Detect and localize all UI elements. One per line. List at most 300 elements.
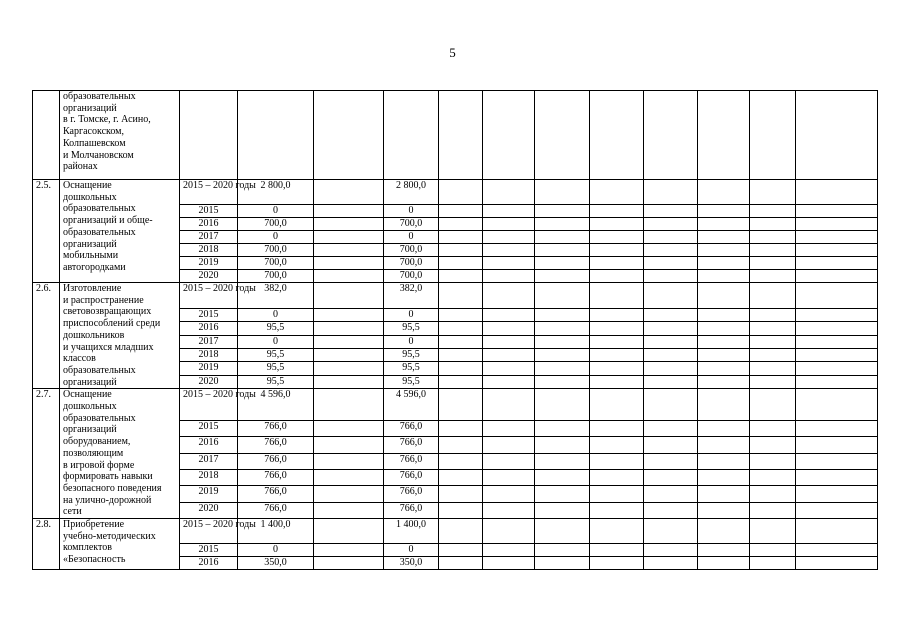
empty-cell <box>483 283 535 309</box>
empty-cell <box>590 205 644 218</box>
year-cell: 2015 <box>180 205 238 218</box>
empty-cell <box>439 91 483 180</box>
empty-cell <box>644 389 698 420</box>
description-line: классов <box>63 353 96 365</box>
federal-cell: 766,0 <box>384 502 439 518</box>
empty-cell <box>750 544 796 557</box>
federal-cell: 700,0 <box>384 270 439 283</box>
description-line: в игровой форме <box>63 459 135 471</box>
description-line: автогородками <box>63 261 126 273</box>
description-line: «Безопасность <box>63 554 126 566</box>
description-line: организаций <box>63 238 117 250</box>
empty-cell <box>590 502 644 518</box>
year-cell: 2015 <box>180 420 238 436</box>
empty-cell <box>590 244 644 257</box>
empty-cell <box>796 283 878 309</box>
empty-cell <box>535 205 590 218</box>
federal-cell: 95,5 <box>384 322 439 335</box>
row-number-cell: 2.5. <box>33 180 60 283</box>
empty-cell <box>796 335 878 348</box>
table-row <box>33 389 878 420</box>
empty-cell <box>483 469 535 485</box>
table-row <box>33 519 878 544</box>
empty-cell <box>535 270 590 283</box>
empty-cell <box>590 389 644 420</box>
empty-cell <box>796 180 878 205</box>
empty-cell <box>535 362 590 375</box>
empty-cell <box>698 322 750 335</box>
empty-cell <box>314 453 384 469</box>
year-cell: 2015 – 2020 годы <box>180 389 238 420</box>
empty-cell <box>796 519 878 544</box>
empty-cell <box>698 519 750 544</box>
empty-cell <box>796 257 878 270</box>
empty-cell <box>314 205 384 218</box>
federal-cell: 2 800,0 <box>384 180 439 205</box>
empty-cell <box>644 349 698 362</box>
empty-cell <box>796 469 878 485</box>
empty-cell <box>698 349 750 362</box>
empty-cell <box>439 437 483 453</box>
federal-cell: 0 <box>384 544 439 557</box>
empty-cell <box>698 308 750 321</box>
description-cell <box>60 389 180 519</box>
empty-cell <box>535 231 590 244</box>
empty-cell <box>483 544 535 557</box>
empty-cell <box>698 231 750 244</box>
total-cell: 766,0 <box>238 469 314 485</box>
empty-cell <box>314 180 384 205</box>
empty-cell <box>439 544 483 557</box>
empty-cell <box>314 91 384 180</box>
empty-cell <box>644 375 698 389</box>
federal-cell: 350,0 <box>384 557 439 570</box>
empty-cell <box>439 205 483 218</box>
empty-cell <box>796 349 878 362</box>
empty-cell <box>750 375 796 389</box>
empty-cell <box>644 270 698 283</box>
description-line: Колпашевском <box>63 137 126 149</box>
total-cell: 766,0 <box>238 420 314 436</box>
empty-cell <box>698 486 750 502</box>
empty-cell <box>314 420 384 436</box>
federal-cell: 0 <box>384 231 439 244</box>
empty-cell <box>314 502 384 518</box>
empty-cell <box>535 91 590 180</box>
year-cell: 2016 <box>180 437 238 453</box>
total-cell: 766,0 <box>238 437 314 453</box>
empty-cell <box>750 270 796 283</box>
empty-cell <box>314 362 384 375</box>
empty-cell <box>483 349 535 362</box>
federal-cell: 95,5 <box>384 349 439 362</box>
empty-cell <box>796 322 878 335</box>
empty-cell <box>644 244 698 257</box>
empty-cell <box>644 437 698 453</box>
total-cell: 2 800,0 <box>238 180 314 205</box>
federal-cell: 0 <box>384 205 439 218</box>
empty-cell <box>314 389 384 420</box>
empty-cell <box>750 437 796 453</box>
row-number-cell: 2.8. <box>33 519 60 570</box>
year-cell: 2020 <box>180 375 238 389</box>
empty-cell <box>439 420 483 436</box>
empty-cell <box>644 205 698 218</box>
empty-cell <box>535 283 590 309</box>
empty-cell <box>698 389 750 420</box>
empty-cell <box>439 389 483 420</box>
empty-cell <box>644 544 698 557</box>
description-line: дошкольных <box>63 191 117 203</box>
empty-cell <box>796 502 878 518</box>
continuation-row <box>33 91 878 180</box>
empty-cell <box>314 375 384 389</box>
empty-cell <box>750 205 796 218</box>
total-cell: 95,5 <box>238 322 314 335</box>
empty-cell <box>590 308 644 321</box>
description-line: образовательных <box>63 203 136 215</box>
total-cell: 1 400,0 <box>238 519 314 544</box>
empty-cell <box>750 180 796 205</box>
empty-cell <box>439 180 483 205</box>
empty-cell <box>698 205 750 218</box>
empty-cell <box>535 420 590 436</box>
empty-cell <box>796 453 878 469</box>
description-line: организаций и обще- <box>63 215 153 227</box>
total-cell: 350,0 <box>238 557 314 570</box>
federal-cell: 700,0 <box>384 218 439 231</box>
empty-cell <box>483 91 535 180</box>
empty-cell <box>535 375 590 389</box>
total-cell: 700,0 <box>238 244 314 257</box>
empty-cell <box>439 231 483 244</box>
year-cell: 2019 <box>180 362 238 375</box>
empty-cell <box>439 519 483 544</box>
empty-cell <box>483 389 535 420</box>
empty-cell <box>314 469 384 485</box>
empty-cell <box>535 544 590 557</box>
empty-cell <box>750 486 796 502</box>
empty-cell <box>535 180 590 205</box>
empty-cell <box>644 453 698 469</box>
description-line: районах <box>63 161 98 173</box>
empty-cell <box>750 283 796 309</box>
empty-cell <box>483 557 535 570</box>
federal-cell: 0 <box>384 308 439 321</box>
empty-cell <box>314 283 384 309</box>
empty-cell <box>535 389 590 420</box>
year-cell: 2019 <box>180 257 238 270</box>
empty-cell <box>535 486 590 502</box>
empty-cell <box>384 91 439 180</box>
empty-cell <box>644 91 698 180</box>
empty-cell <box>439 502 483 518</box>
total-cell: 4 596,0 <box>238 389 314 420</box>
year-cell: 2018 <box>180 469 238 485</box>
total-cell: 0 <box>238 335 314 348</box>
empty-cell <box>483 335 535 348</box>
description-cell <box>60 283 180 389</box>
empty-cell <box>796 486 878 502</box>
empty-cell <box>644 218 698 231</box>
empty-cell <box>590 544 644 557</box>
total-cell: 766,0 <box>238 453 314 469</box>
empty-cell <box>698 180 750 205</box>
row-number-cell: 2.7. <box>33 389 60 519</box>
empty-cell <box>698 244 750 257</box>
empty-cell <box>314 349 384 362</box>
empty-cell <box>483 453 535 469</box>
description-line: безопасного поведения <box>63 482 162 494</box>
empty-cell <box>535 469 590 485</box>
federal-cell: 766,0 <box>384 437 439 453</box>
empty-cell <box>590 335 644 348</box>
description-line: в г. Томске, г. Асино, <box>63 114 151 126</box>
empty-cell <box>535 308 590 321</box>
empty-cell <box>644 420 698 436</box>
empty-cell <box>180 91 238 180</box>
description-line: комплектов <box>63 542 112 554</box>
empty-cell <box>796 389 878 420</box>
empty-cell <box>483 244 535 257</box>
total-cell: 700,0 <box>238 257 314 270</box>
empty-cell <box>644 335 698 348</box>
empty-cell <box>698 420 750 436</box>
empty-cell <box>796 218 878 231</box>
empty-cell <box>644 322 698 335</box>
empty-cell <box>314 519 384 544</box>
empty-cell <box>750 335 796 348</box>
empty-cell <box>439 244 483 257</box>
year-cell: 2015 – 2020 годы <box>180 283 238 309</box>
empty-cell <box>314 270 384 283</box>
empty-cell <box>314 335 384 348</box>
empty-cell <box>483 362 535 375</box>
description-line: оборудованием, <box>63 436 131 448</box>
empty-cell <box>535 519 590 544</box>
empty-cell <box>314 257 384 270</box>
empty-cell <box>590 231 644 244</box>
empty-cell <box>750 469 796 485</box>
year-cell: 2017 <box>180 231 238 244</box>
description-line: дошкольников <box>63 329 125 341</box>
empty-cell <box>314 218 384 231</box>
empty-cell <box>590 180 644 205</box>
year-cell: 2019 <box>180 486 238 502</box>
empty-cell <box>750 502 796 518</box>
empty-cell <box>796 205 878 218</box>
total-cell: 0 <box>238 544 314 557</box>
empty-cell <box>698 437 750 453</box>
empty-cell <box>314 308 384 321</box>
empty-cell <box>644 486 698 502</box>
empty-cell <box>439 375 483 389</box>
empty-cell <box>796 231 878 244</box>
empty-cell <box>483 270 535 283</box>
empty-cell <box>314 544 384 557</box>
federal-cell: 766,0 <box>384 469 439 485</box>
empty-cell <box>644 283 698 309</box>
table-row <box>33 180 878 205</box>
empty-cell <box>535 218 590 231</box>
empty-cell <box>535 257 590 270</box>
empty-cell <box>750 519 796 544</box>
federal-cell: 766,0 <box>384 453 439 469</box>
description-line: образовательных <box>63 364 136 376</box>
empty-cell <box>590 375 644 389</box>
empty-cell <box>483 231 535 244</box>
empty-cell <box>483 218 535 231</box>
empty-cell <box>483 375 535 389</box>
description-line: образовательных <box>63 91 136 102</box>
federal-cell: 4 596,0 <box>384 389 439 420</box>
federal-cell: 95,5 <box>384 362 439 375</box>
empty-cell <box>483 437 535 453</box>
empty-cell <box>796 362 878 375</box>
empty-cell <box>590 469 644 485</box>
empty-cell <box>750 557 796 570</box>
federal-cell: 700,0 <box>384 257 439 270</box>
empty-cell <box>590 486 644 502</box>
empty-cell <box>439 362 483 375</box>
empty-cell <box>750 308 796 321</box>
empty-cell <box>698 335 750 348</box>
year-cell: 2016 <box>180 218 238 231</box>
empty-cell <box>535 502 590 518</box>
description-line: Каргасокском, <box>63 126 124 138</box>
empty-cell <box>590 557 644 570</box>
empty-cell <box>750 91 796 180</box>
empty-cell <box>644 180 698 205</box>
empty-cell <box>535 437 590 453</box>
empty-cell <box>644 257 698 270</box>
description-line: мобильными <box>63 250 119 262</box>
description-line: и учащихся младших <box>63 341 154 353</box>
empty-cell <box>796 420 878 436</box>
page-number: 5 <box>449 45 456 60</box>
description-line: образовательных <box>63 412 136 424</box>
total-cell: 95,5 <box>238 362 314 375</box>
empty-cell <box>439 469 483 485</box>
empty-cell <box>590 91 644 180</box>
description-cell <box>60 91 180 180</box>
empty-cell <box>750 453 796 469</box>
empty-cell <box>590 322 644 335</box>
empty-cell <box>590 283 644 309</box>
description-line: и Молчановском <box>63 149 134 161</box>
description-line: позволяющим <box>63 447 124 459</box>
description-line: Приобретение <box>63 519 125 531</box>
empty-cell <box>644 231 698 244</box>
federal-cell: 700,0 <box>384 244 439 257</box>
federal-cell: 382,0 <box>384 283 439 309</box>
empty-cell <box>750 420 796 436</box>
federal-cell: 0 <box>384 335 439 348</box>
empty-cell <box>590 218 644 231</box>
empty-cell <box>590 437 644 453</box>
empty-cell <box>644 362 698 375</box>
empty-cell <box>698 375 750 389</box>
empty-cell <box>644 557 698 570</box>
empty-cell <box>483 205 535 218</box>
empty-cell <box>535 244 590 257</box>
empty-cell <box>750 218 796 231</box>
year-cell: 2020 <box>180 502 238 518</box>
row-number-cell: 2.6. <box>33 283 60 389</box>
empty-cell <box>698 362 750 375</box>
total-cell: 95,5 <box>238 375 314 389</box>
empty-cell <box>796 544 878 557</box>
empty-cell <box>590 349 644 362</box>
federal-cell: 1 400,0 <box>384 519 439 544</box>
empty-cell <box>698 91 750 180</box>
empty-cell <box>796 437 878 453</box>
total-cell: 700,0 <box>238 270 314 283</box>
description-line: формировать навыки <box>63 471 153 483</box>
empty-cell <box>483 180 535 205</box>
empty-cell <box>698 469 750 485</box>
empty-cell <box>483 486 535 502</box>
description-line: Оснащение <box>63 180 112 191</box>
year-cell: 2018 <box>180 349 238 362</box>
empty-cell <box>796 244 878 257</box>
total-cell: 700,0 <box>238 218 314 231</box>
description-line: Изготовление <box>63 283 122 294</box>
empty-cell <box>750 257 796 270</box>
description-line: дошкольных <box>63 401 117 413</box>
year-cell: 2016 <box>180 557 238 570</box>
empty-cell <box>590 420 644 436</box>
empty-cell <box>590 519 644 544</box>
empty-cell <box>439 322 483 335</box>
federal-cell: 766,0 <box>384 420 439 436</box>
empty-cell <box>535 322 590 335</box>
empty-cell <box>483 257 535 270</box>
empty-cell <box>698 283 750 309</box>
empty-cell <box>483 502 535 518</box>
empty-cell <box>483 519 535 544</box>
total-cell: 766,0 <box>238 502 314 518</box>
empty-cell <box>750 231 796 244</box>
description-cell <box>60 180 180 283</box>
empty-cell <box>483 308 535 321</box>
empty-cell <box>439 283 483 309</box>
description-line: организаций <box>63 376 117 388</box>
empty-cell <box>590 270 644 283</box>
empty-cell <box>535 453 590 469</box>
year-cell: 2020 <box>180 270 238 283</box>
empty-cell <box>644 469 698 485</box>
empty-cell <box>535 557 590 570</box>
empty-cell <box>535 349 590 362</box>
empty-cell <box>439 335 483 348</box>
description-line: на улично-дорожной <box>63 494 152 506</box>
empty-cell <box>698 544 750 557</box>
empty-cell <box>698 557 750 570</box>
empty-cell <box>314 231 384 244</box>
empty-cell <box>483 322 535 335</box>
empty-cell <box>590 453 644 469</box>
year-cell: 2015 – 2020 годы <box>180 180 238 205</box>
year-cell: 2015 <box>180 308 238 321</box>
total-cell: 0 <box>238 205 314 218</box>
empty-cell <box>314 557 384 570</box>
empty-cell <box>644 502 698 518</box>
empty-cell <box>698 257 750 270</box>
description-line: и распространение <box>63 294 144 306</box>
empty-cell <box>439 349 483 362</box>
empty-cell <box>314 437 384 453</box>
